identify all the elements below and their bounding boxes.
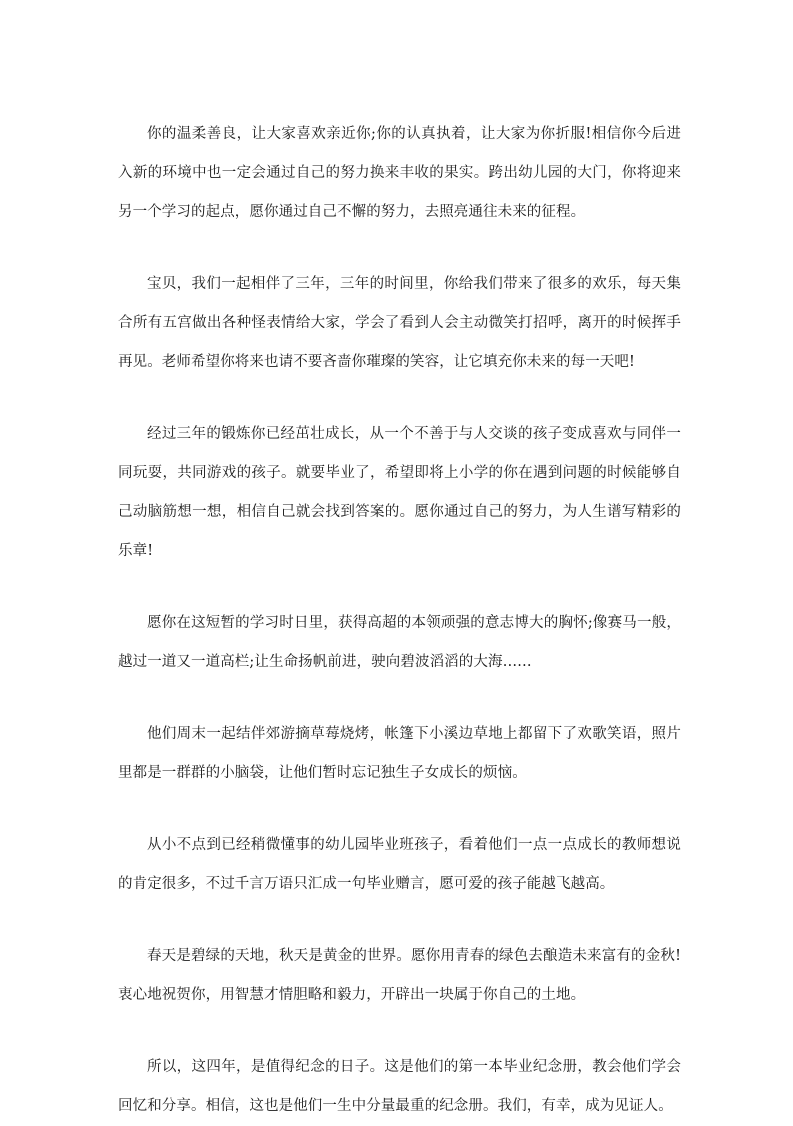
- paragraph-5: 他们周末一起结伴郊游摘草莓烧烤，帐篷下小溪边草地上都留下了欢歌笑语，照片里都是一群群的小脑袋，让他们暂时忘记独生子女成长的烦恼。: [118, 726, 681, 781]
- paragraph-3: 经过三年的锻炼你已经茁壮成长，从一个不善于与人交谈的孩子变成喜欢与同伴一同玩耍，共同游戏的孩子。就要毕业了，希望即将上小学的你在遇到问题的时候能够自己动脑筋想一想，相信自己就会找到答案的。愿你通过自己的努力，为人生谱写精彩的乐章!: [118, 426, 681, 559]
- paragraph-8: 所以，这四年，是值得纪念的日子。这是他们的第一本毕业纪念册，教会他们学会回忆和分享。相信，这也是他们一生中分量最重的纪念册。我们，有幸，成为见证人。: [118, 1059, 681, 1114]
- paragraph-7: 春天是碧绿的天地，秋天是黄金的世界。愿你用青春的绿色去酿造未来富有的金秋!衷心地祝贺你，用智慧才情胆略和毅力，开辟出一块属于你自己的土地。: [118, 948, 681, 1003]
- paragraph-2: 宝贝，我们一起相伴了三年，三年的时间里，你给我们带来了很多的欢乐，每天集合所有五宫做出各种怪表情给大家，学会了看到人会主动微笑打招呼，离开的时候挥手再见。老师希望你将来也请不要吝啬你璀璨的笑容，让它填充你未来的每一天吧!: [118, 276, 681, 370]
- paragraph-6: 从小不点到已经稍微懂事的幼儿园毕业班孩子，看着他们一点一点成长的教师想说的肯定很多，不过千言万语只汇成一句毕业赠言，愿可爱的孩子能越飞越高。: [118, 837, 681, 892]
- paragraph-4: 愿你在这短暂的学习时日里，获得高超的本领顽强的意志博大的胸怀;像赛马一般，越过一道又一道高栏;让生命扬帆前进，驶向碧波滔滔的大海……: [118, 615, 681, 670]
- paragraph-1: 你的温柔善良，让大家喜欢亲近你;你的认真执着，让大家为你折服!相信你今后进入新的环境中也一定会通过自己的努力换来丰收的果实。跨出幼儿园的大门，你将迎来另一个学习的起点，愿你通过自己不懈的努力，去照亮通往未来的征程。: [118, 126, 681, 220]
